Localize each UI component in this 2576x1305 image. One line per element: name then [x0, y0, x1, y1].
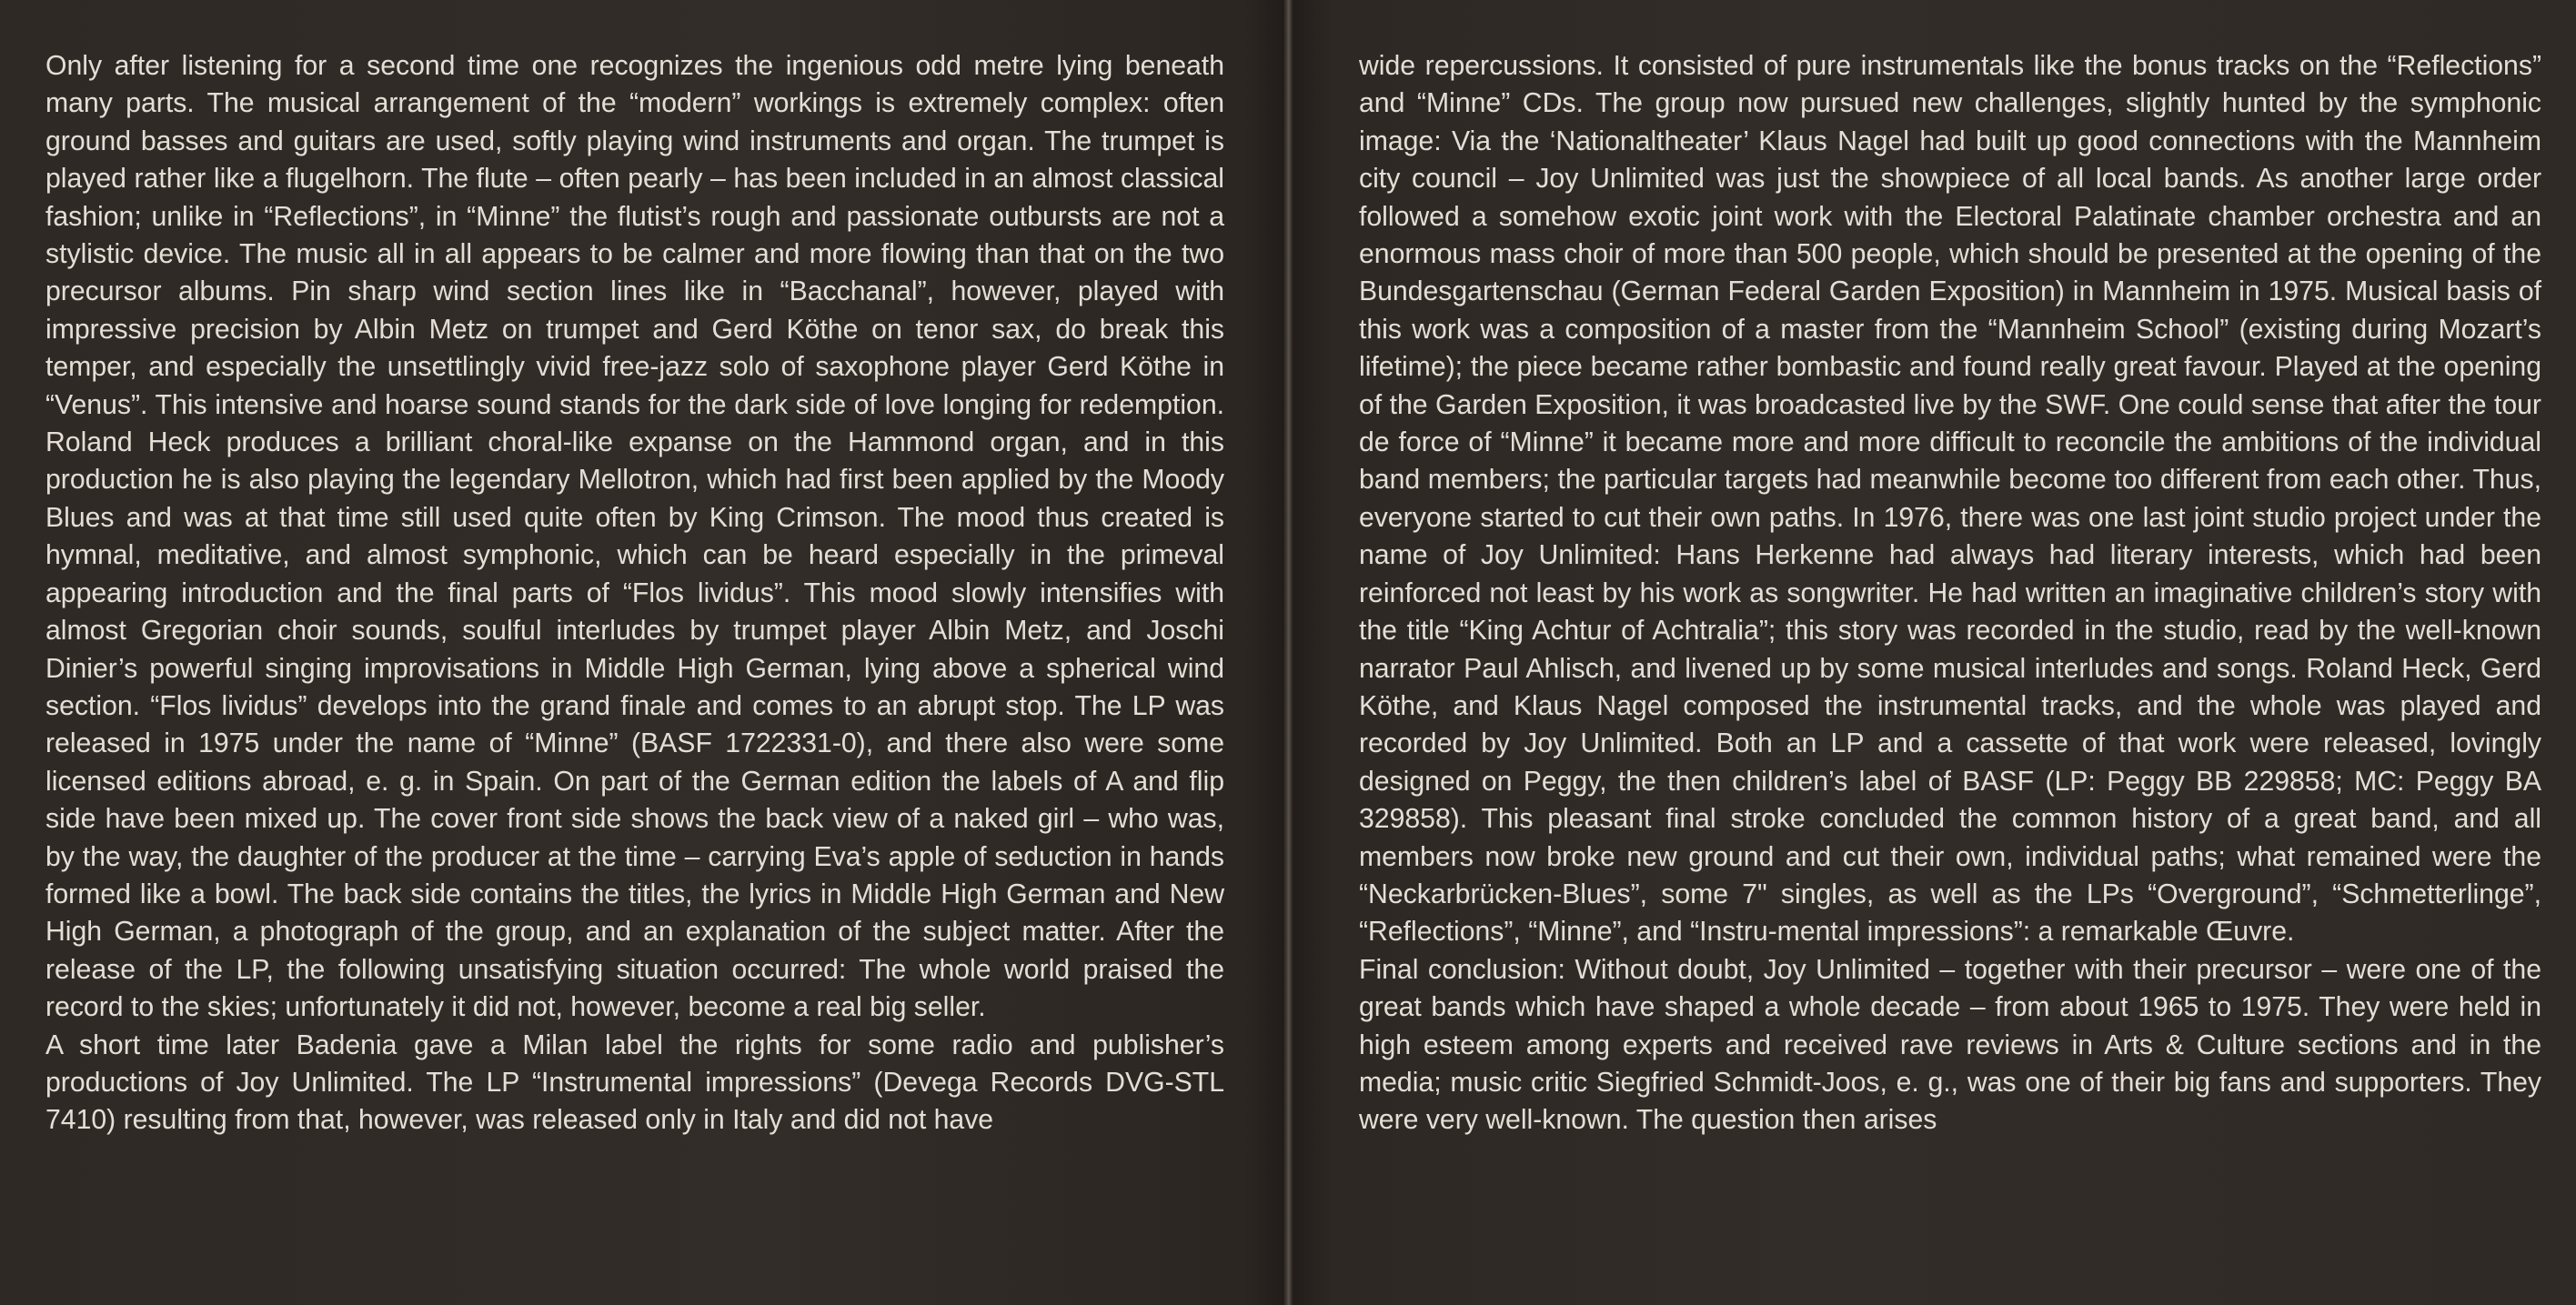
- left-page-text: [45, 47, 1224, 1139]
- right-page-text: [1359, 47, 2541, 1139]
- left-paragraph-1: Only after listening for a second time one recognizes the ingenious odd metre lying beneath many parts. The musical arrangement of the “modern” workings is extremely complex: often ground basses and guitars are used, softly playing wind instruments and organ. The trumpet is played rather like a flugelhorn. The flute – often pearly – has been included in an almost classical fashion; unlike in “Reflections”, in “Minne” the flutist’s rough and passionate outbursts are not a stylistic device. The music all in all appears to be calmer and more flowing than that on the two precursor albums. Pin sharp wind section lines like in “Bacchanal”, however, played with impressive precision by Albin Metz on trumpet and Gerd Köthe on tenor sax, do break this temper, and especially the unsettlingly vivid free-jazz solo of saxophone player Gerd Köthe in “Venus”. This intensive and hoarse sound stands for the dark side of love longing for redemption. Roland Heck produces a brilliant choral-like expanse on the Hammond organ, and in this production he is also playing the legendary Mellotron, which had first been applied by the Moody Blues and was at that time still used quite often by King Crimson. The mood thus created is hymnal, meditative, and almost symphonic, which can be heard especially in the primeval appearing introduction and the final parts of “Flos lividus”. This mood slowly intensifies with almost Gregorian choir sounds, soulful interludes by trumpet player Albin Metz, and Joschi Dinier’s powerful singing improvisations in Middle High German, lying above a spherical wind section. “Flos lividus” develops into the grand finale and comes to an abrupt stop. The LP was released in 1975 under the name of “Minne” (BASF 1722331-0), and there also were some licensed editions abroad, e. g. in Spain. On part of the German edition the labels of A and flip side have been mixed up. The cover front side shows the back view of a naked girl – who was, by the way, the daughter of the producer at the time – carrying Eva’s apple of seduction in hands formed like a bowl. The back side contains the titles, the lyrics in Middle High German and New High German, a photograph of the group, and an explanation of the subject matter. After the release of the LP, the following unsatisfying situation occurred: The whole world praised the record to the skies; unfortunately it did not, however, become a real big seller.: [45, 51, 1224, 1023]
- booklet-spine: [1283, 0, 1293, 1305]
- left-paragraph-2: A short time later Badenia gave a Milan label the rights for some radio and publisher’s productions of Joy Unlimited. The LP “Instrumental impressions” (Devega Records DVG-STL 7410) resulting from that, however, was released only in Italy and did not have: [45, 1029, 1224, 1136]
- right-paragraph-1: wide repercussions. It consisted of pure instrumentals like the bonus tracks on the “Reflections” and “Minne” CDs. The group now pursued new challenges, slightly hunted by the symphonic image: Via the ‘Nationaltheater’ Klaus Nagel had built up good connections with the Mannheim city council – Joy Unlimited was just the showpiece of all local bands. As another large order followed a somehow exotic joint work with the Electoral Palatinate chamber orchestra and an enormous mass choir of more than 500 people, which should be presented at the opening of the Bundesgartenschau (German Federal Garden Exposition) in Mannheim in 1975. Musical basis of this work was a composition of a master from the “Mannheim School” (existing during Mozart’s lifetime); the piece became rather bombastic and found really great favour. Played at the opening of the Garden Exposition, it was broadcasted live by the SWF. One could sense that after the tour de force of “Minne” it became more and more difficult to reconcile the ambitions of the individual band members; the particular targets had meanwhile become too different from each other. Thus, everyone started to cut their own paths. In 1976, there was one last joint studio project under the name of Joy Unlimited: Hans Herkenne had always had literary interests, which had been reinforced not least by his work as songwriter. He had written an imaginative children’s story with the title “King Achtur of Achtralia”; this story was recorded in the studio, read by the well-known narrator Paul Ahlisch, and livened up by some musical interludes and songs. Roland Heck, Gerd Köthe, and Klaus Nagel composed the instrumental tracks, and the whole was played and recorded by Joy Unlimited. Both an LP and a cassette of that work were released, lovingly designed on Peggy, the then children’s label of BASF (LP: Peggy BB 229858; MC: Peggy BA 329858). This pleasant final stroke concluded the common history of a great band, and all members now broke new ground and cut their own, individual paths; what remained were the “Neckarbrücken-Blues”, some 7" singles, as well as the LPs “Overground”, “Schmetterlinge”, “Reflections”, “Minne”, and “Instru-mental impressions”: a remarkable Œuvre.: [1359, 51, 2541, 948]
- right-page: [1293, 0, 2576, 1305]
- left-page: [0, 0, 1283, 1305]
- right-paragraph-2: Final conclusion: Without doubt, Joy Unlimited – together with their precursor – were one of the great bands which have shaped a whole decade – from about 1965 to 1975. They were held in high esteem among experts and received rave reviews in Arts & Culture sections and in the media; music critic Siegfried Schmidt-Joos, e. g., was one of their big fans and supporters. They were very well-known. The question then arises: [1359, 954, 2541, 1136]
